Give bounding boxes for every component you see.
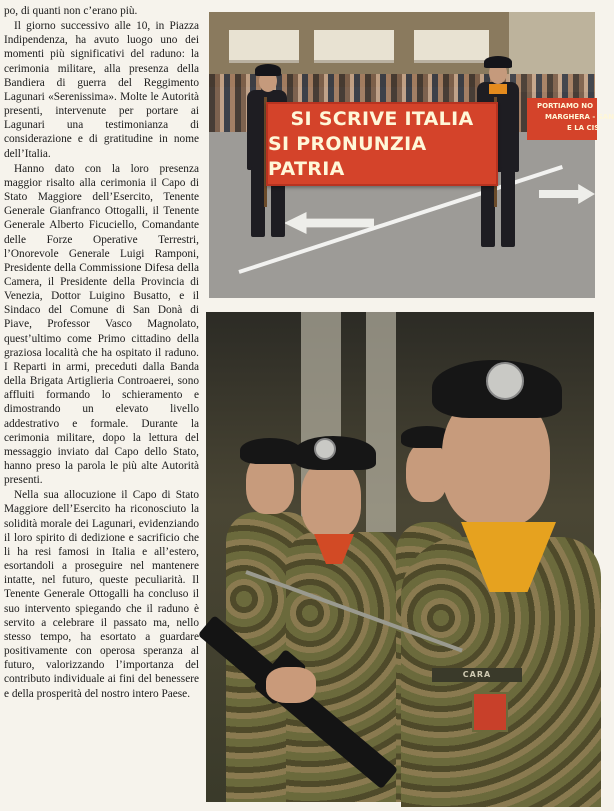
- parade-photo: [209, 12, 614, 298]
- beret-badge-icon: [486, 362, 524, 400]
- building-pillar: [366, 312, 396, 532]
- article-paragraph-1: po, di quanti non c’erano più.: [4, 5, 138, 17]
- banner-line-2: SI PRONUNZIA PATRIA: [268, 132, 427, 180]
- soldiers-photo: [206, 312, 594, 802]
- parade-banner: [266, 102, 498, 186]
- article-text-column: [4, 4, 199, 701]
- rank-patch-icon: [472, 692, 508, 732]
- second-banner-line-2: MARGHERA - SAN: [545, 113, 614, 121]
- beret-badge-icon: [314, 438, 336, 460]
- awning: [229, 30, 299, 63]
- name-tape: CARA: [432, 668, 522, 682]
- article-paragraph-3: Hanno dato con la loro presenza maggior risalto alla cerimonia il Capo di Stato Maggiore dell’Esercito, Tenente Generale Gianfranco Ottogalli, il Tenente Generale Alberto Ficuciello, Comandante delle Forze Operative Terrestri, l’Onorevole Generale Luigi Ramponi, Presidente della Commissione Difesa della Camera, il Presidente della Provincia di Venezia, Dottor Luigino Busatto, e il Sindaco del Comune di San Donà di Piave, Professor Vasco Magnolato, quest’ultimo come Primo cittadino della graziosa località che ha ospitato il raduno. I Reparti in armi, preceduti dalla Banda della Brigata Artiglieria Controaerei, sono affluiti formando lo schieramento e dimostrando un elevato livello addestrativo e formale. Durante la cerimonia militare, dopo la lettura del messaggio inviato dal Capo dello Stato, hanno preso la parola le più alte Autorità presenti.: [4, 162, 199, 487]
- awning: [414, 30, 489, 63]
- article-paragraph-4: Nella sua allocuzione il Capo di Stato Maggiore dell’Esercito ha riconosciuto la solidità morale dei Lagunari, evidenziando il loro spirito di dedizione e sacrificio che li ha resi famosi in Italia e all’estero, esortandoli a proseguire nel mantenere intatte, nel futuro, queste peculiarità. Il Tenente Generale Ottogalli ha concluso il suo intervento spiegando che il raduno è servito a celebrare il passato ma, nello stesso tempo, ha esortato a guardare positivamente con operosa speranza al futuro, valorizzando l’importanza del contributo individuale ai fini del benessere e della prosperità del nostro intero Paese.: [4, 489, 199, 700]
- carrier-right-scarf: [489, 84, 507, 94]
- banner-line-1: SI SCRIVE ITALIA: [290, 107, 474, 130]
- soldier-beret: [240, 438, 302, 464]
- soldier-face: [301, 460, 361, 538]
- soldier-hand: [266, 667, 316, 703]
- second-banner: [527, 98, 614, 140]
- second-banner-line-3: E LA CIS: [567, 124, 600, 132]
- carrier-right-hat: [484, 56, 512, 68]
- carrier-right-leg: [501, 167, 515, 247]
- carrier-left-leg: [251, 167, 265, 237]
- second-banner-line-1: PORTIAMO NO: [537, 102, 594, 110]
- article-paragraph-2: Il giorno successivo alle 10, in Piazza Indipendenza, ha avuto luogo uno dei momenti più significativi del raduno: la cerimonia militare, alla presenza della Bandiera di guerra del Reggimento Lagunari «Serenissima». Molte le Autorità presenti, intervenute per portare ai Lagunari una testimonianza di considerazione e di gratitudine in nome dell’Italia.: [4, 20, 199, 160]
- awning: [314, 30, 394, 63]
- carrier-left-hat: [255, 64, 281, 76]
